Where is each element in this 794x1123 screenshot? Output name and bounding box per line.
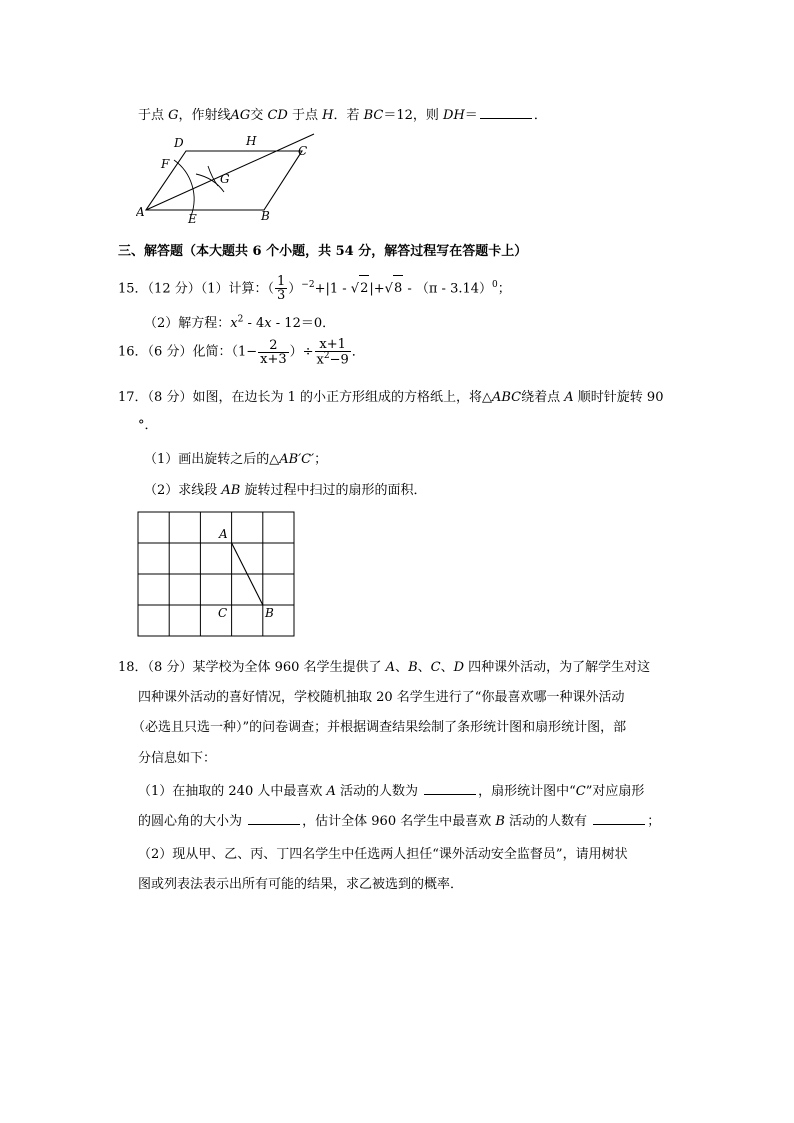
label-B: B [265,606,274,620]
text: +|1 - [314,281,351,297]
text: （2）解方程： [144,316,231,331]
var-A: A [564,390,574,405]
q18-part1-line1 [138,780,644,799]
label-C: C [298,144,308,158]
text: ，估计全体 960 名学生中最喜欢 [302,814,496,829]
text: （1）画出旋转之后的△ [144,452,280,467]
text: 的圆心角的大小为 [138,814,247,829]
label-E: E [188,212,197,226]
q14-tail-line [138,104,547,123]
q15-part1: 15．（12 分）（1）计算：（ $\frac{1}{3}$ ）$^{-2}$+|1 - √2|+√8 - （π - 3.14）$^0$； [118,274,511,304]
frac-den [315,352,351,366]
var-A: A [326,784,336,799]
text: ； [497,281,511,297]
label-B: B [261,209,270,223]
frac-den: x+3 [260,351,287,367]
q15-part2 [144,312,335,331]
text: - 12＝0． [271,316,336,331]
text: 、 [395,660,409,675]
frac-num: x+1 [315,338,351,352]
exponent: 2 [237,314,244,325]
text: 四种课外活动，为了解学生对这 [464,660,651,675]
arc-g2 [208,166,218,186]
text: 交 [250,108,268,123]
q16 [118,338,365,367]
frac-num: 2 [258,339,289,353]
answer-blank-1[interactable] [424,784,476,795]
q18-line2: 四种课外活动的喜好情况，学校随机抽取 20 名学生进行了“你最喜欢哪一种课外活动 [138,690,625,705]
text: ）÷ [289,344,314,360]
text: 活动的人数有 [504,814,592,829]
text: - （π - 3.14） [403,281,493,297]
text: 于点 [138,108,169,123]
q17-line2: °． [138,418,158,433]
label-F: F [161,157,170,171]
q18-line1 [118,656,650,675]
q18-line4: 分信息如下： [138,751,217,766]
text: - 4 [243,316,265,331]
parallelogram-figure [136,132,316,228]
q18-part1-line2 [138,810,660,829]
section-heading: 三、解答题（本大题共 6 个小题，共 54 分，解答过程写在答题卡上） [118,244,528,259]
q17-line1 [118,386,663,405]
text: 18．（8 分）某学校为全体 960 名学生提供了 [118,660,386,675]
grid-figure [136,510,298,640]
text: 旋转过程中扫过的扇形的面积． [240,483,427,498]
fraction-one-third [275,275,287,302]
text: 、 [417,660,431,675]
arc-fe [174,160,194,216]
text: x [316,352,324,368]
exponent: −2 [301,280,315,290]
var-C: C [430,660,441,675]
text: 顺时针旋转 90 [573,390,664,405]
label-A: A [219,527,228,541]
label-H: H [246,134,257,148]
q18-line3: （必选且只选一种）”的问卷调查；并根据调查结果绘制了条形统计图和扇形统计图，部 [132,720,627,735]
answer-blank-3[interactable] [593,814,645,825]
var-ABC: ABC [491,390,522,405]
var-D: D [453,660,465,675]
var-BC: BC [363,108,384,123]
label-D: D [174,136,184,150]
text: 活动的人数为 [335,784,423,799]
radicand: 2 [359,275,369,302]
var-CD: CD [267,108,288,123]
text: （1）在抽取的 240 人中最喜欢 [138,784,327,799]
text: ； [314,452,328,467]
label-C: C [218,606,228,620]
q17-part1 [144,448,327,467]
text: 绕着点 [521,390,565,405]
var-H: H [322,108,334,123]
answer-blank[interactable] [480,108,532,119]
text: ． [351,344,365,360]
var-A: A [385,660,396,675]
var-AG: AG [230,108,251,123]
var-C: C [575,784,586,799]
q17-part2 [144,479,427,498]
var-x: x [264,316,272,331]
text: 15．（12 分）（1）计算：（ [118,281,274,297]
var-ABpCp: AB′C′ [279,452,315,467]
label-G: G [220,172,230,186]
text: 17．（8 分）如图，在边长为 1 的小正方形组成的方格纸上，将△ [118,390,492,405]
text: ． [533,108,547,123]
label-A: A [136,205,145,219]
var-B: B [495,814,505,829]
text: ”对应扇形 [585,784,645,799]
text: ； [647,814,661,829]
q18-part2-line2: 图或列表法表示出所有可能的结果，求乙被选到的概率． [138,877,464,892]
var-DH: DH [443,108,465,123]
text: ．若 [333,108,364,123]
text: ） [288,281,302,297]
q18-part2-line1: （2）现从甲、乙、丙、丁四名学生中任选两人担任“课外活动安全监督员”，请用树状 [138,847,628,862]
text: ，作射线 [178,108,231,123]
text: −9 [329,352,349,368]
fraction-x1-over-x2-9 [315,338,351,366]
text: |+ [369,281,385,297]
exponent: 2 [323,351,330,361]
frac-den: 3 [277,288,286,304]
text: 、 [440,660,454,675]
text: （2）求线段 [144,483,222,498]
text: ，扇形统计图中“ [478,784,576,799]
var-x: x [230,316,238,331]
text: 于点 [287,108,323,123]
text: ＝ [464,108,478,123]
answer-blank-2[interactable] [248,814,300,825]
exponent: 0 [492,280,498,290]
fraction-2-over-x3 [258,339,289,366]
frac-num: 1 [277,274,286,290]
text: 16．（6 分）化简：（1− [118,344,258,360]
var-AB: AB [221,483,241,498]
var-G: G [168,108,179,123]
text: ＝12，则 [383,108,444,123]
var-B: B [408,660,418,675]
radicand: 8 [393,275,403,302]
